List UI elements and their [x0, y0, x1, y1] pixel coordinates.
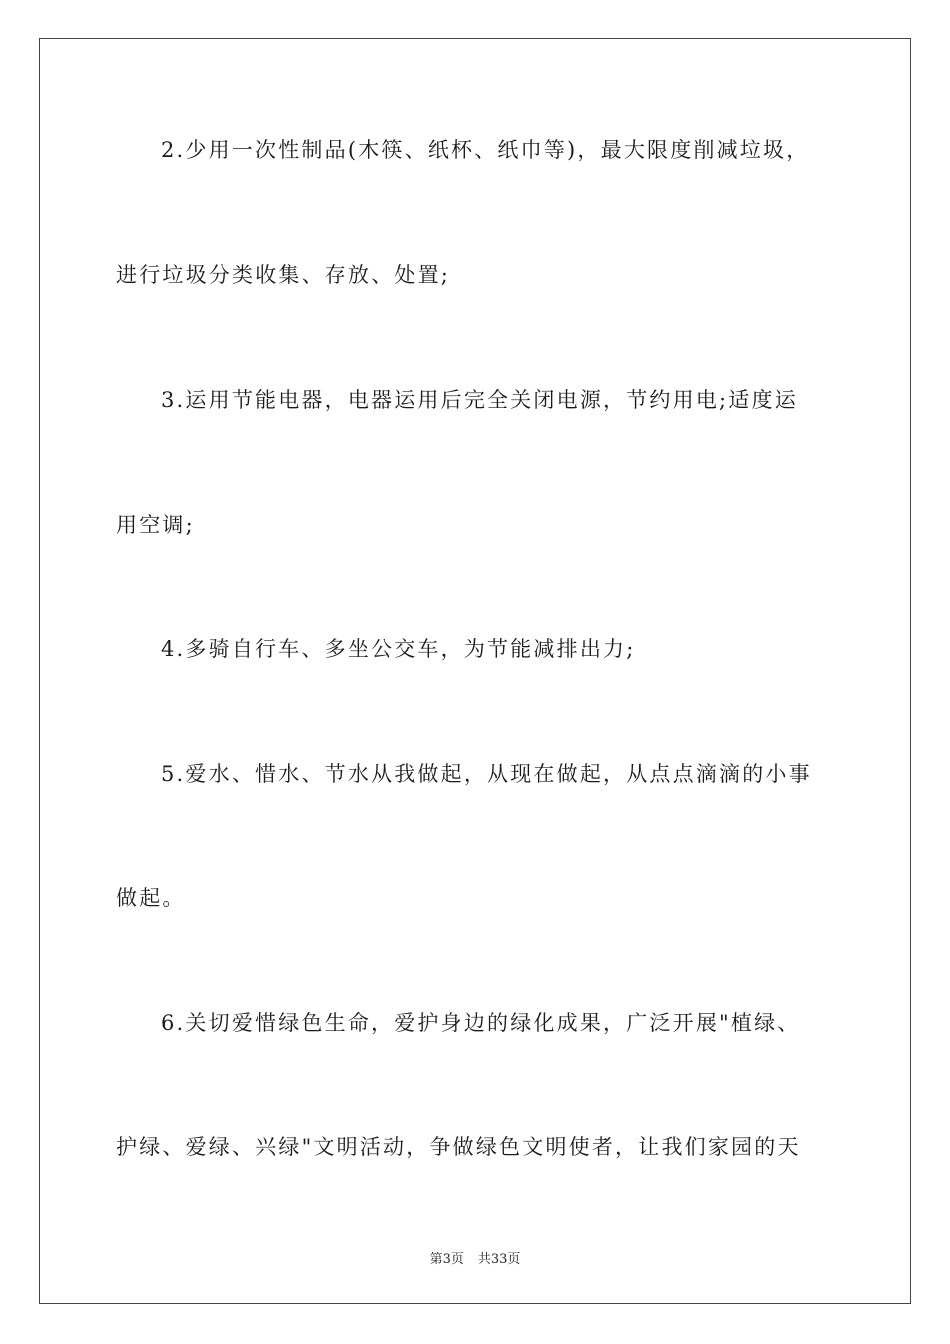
paragraph-line: 4.多骑自行车、多坐公交车，为节能减排出力;	[161, 637, 636, 661]
page-border	[39, 38, 911, 1304]
paragraph-line: 用空调;	[116, 513, 195, 537]
paragraph-line: 2.少用一次性制品(木筷、纸杯、纸巾等)，最大限度削减垃圾，	[161, 138, 810, 162]
paragraph-line: 6.关切爱惜绿色生命，爱护身边的绿化成果，广泛开展"植绿、	[161, 1011, 801, 1035]
paragraph-line: 进行垃圾分类收集、存放、处置;	[116, 263, 451, 287]
paragraph-line: 3.运用节能电器，电器运用后完全关闭电源，节约用电;适度运	[161, 388, 798, 412]
paragraph-line: 5.爱水、惜水、节水从我做起，从现在做起，从点点滴滴的小事	[161, 762, 812, 786]
paragraph-line: 护绿、爱绿、兴绿"文明活动，争做绿色文明使者，让我们家园的天	[116, 1135, 801, 1159]
page-total: 共33页	[477, 1252, 521, 1267]
page-footer	[0, 1248, 950, 1267]
page-number: 第3页	[429, 1252, 464, 1267]
paragraph-line: 做起。	[116, 886, 186, 910]
